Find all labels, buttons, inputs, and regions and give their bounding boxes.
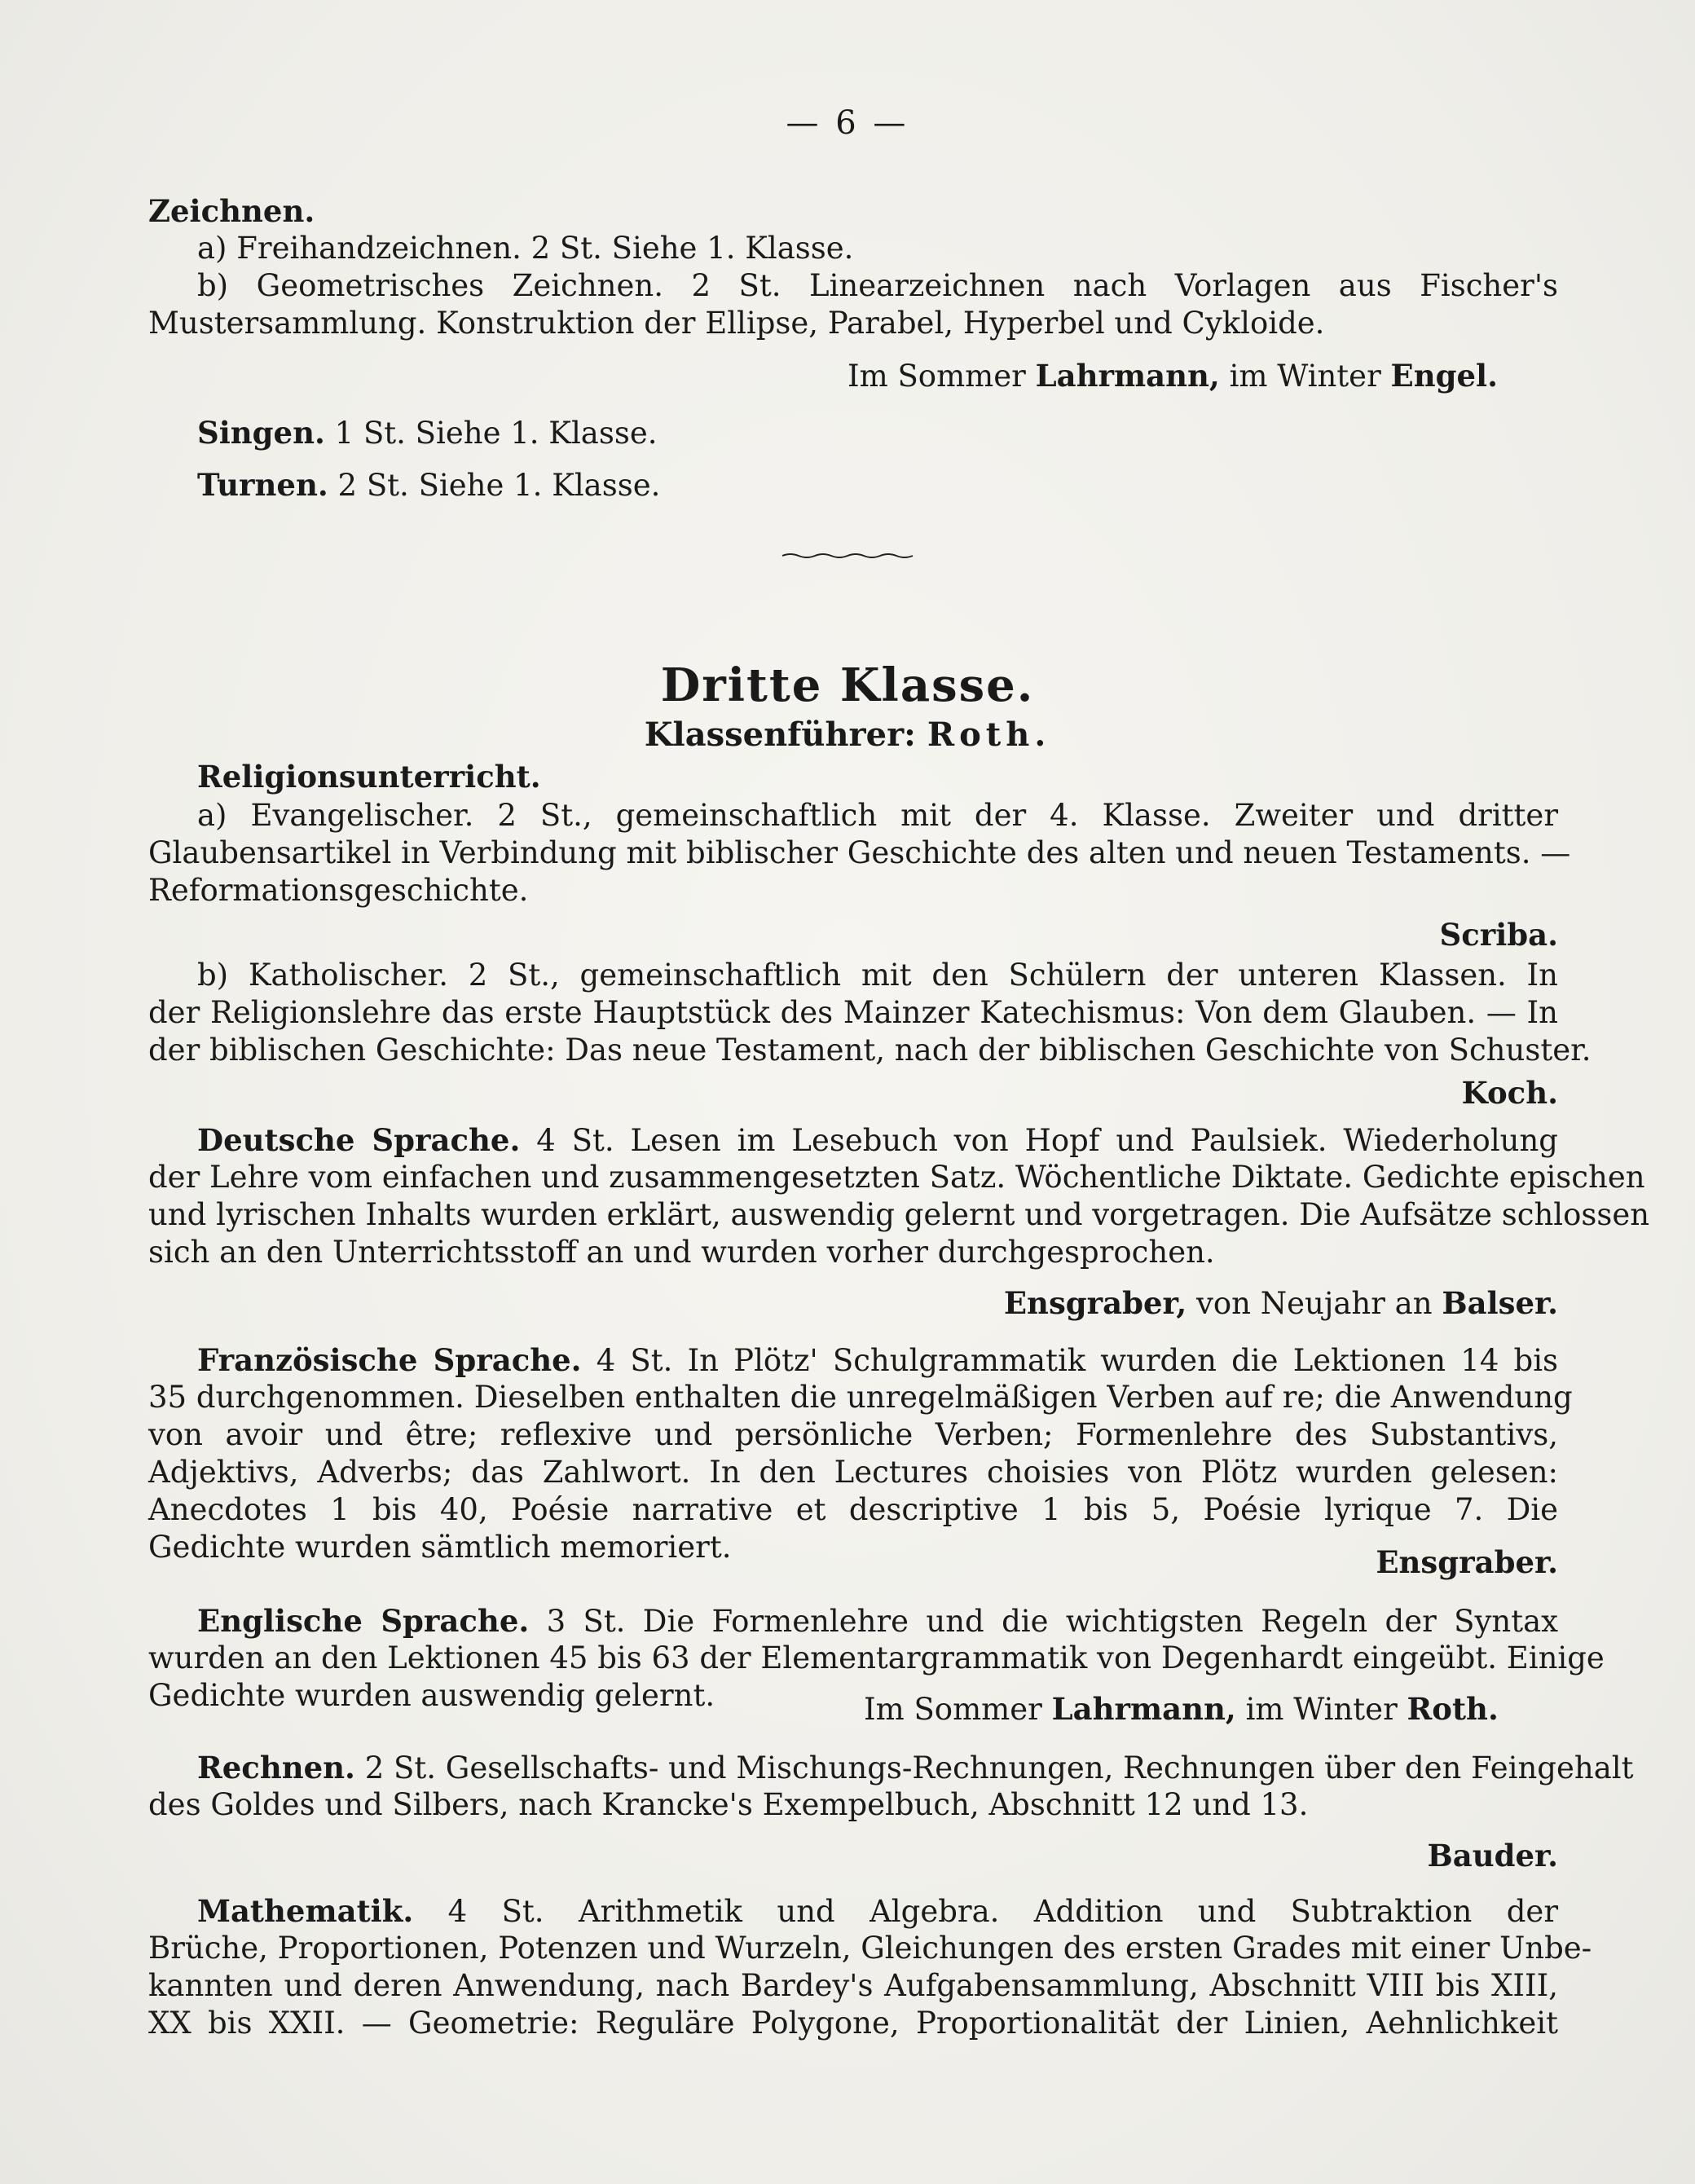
deutsch-line2: der Lehre vom einfachen und zusammengesetzten Satz. Wöchentliche Diktate. Gedichte epischen	[148, 1160, 1645, 1195]
englisch-teachers-prefix: Im Sommer	[864, 1692, 1042, 1727]
turnen-heading: Turnen.	[197, 467, 328, 503]
franzoesisch-line1	[148, 1341, 1558, 1380]
teachers-prefix: Im Sommer	[848, 359, 1026, 394]
englisch-line1	[148, 1602, 1558, 1640]
deutsch-line3: und lyrischen Inhalts wurden erklärt, auswendig gelernt und vorgetragen. Die Aufsätze schlossen	[148, 1197, 1650, 1232]
franzoesisch-heading: Französische Sprache.	[197, 1342, 582, 1378]
englisch-teacher-summer: Lahrmann,	[1051, 1691, 1236, 1727]
religion-a-teacher: Scriba.	[1439, 917, 1558, 953]
zeichnen-b-line2: Mustersammlung. Konstruktion der Ellipse, Parabel, Hyperbel und Cykloide.	[148, 306, 1325, 341]
zeichnen-a: a) Freihandzeichnen. 2 St. Siehe 1. Klasse.	[197, 231, 854, 266]
franzoesisch-line2: 35 durchgenommen. Dieselben enthalten die unregelmäßigen Verben auf re; die Anwendung	[148, 1380, 1573, 1415]
franzoesisch-line3: von avoir und être; reflexive und persönliche Verben; Formenlehre des Substantivs,	[148, 1417, 1558, 1452]
turnen-line	[148, 466, 1558, 504]
franzoesisch-teacher: Ensgraber.	[1376, 1544, 1558, 1580]
religion-a-line3: Reformationsgeschichte.	[148, 873, 529, 908]
englisch-teachers-mid: im Winter	[1245, 1692, 1398, 1727]
religion-b-line2: der Religionslehre das erste Hauptstück des Mainzer Katechismus: Von dem Glauben. — In	[148, 995, 1558, 1030]
religion-a-line1: a) Evangelischer. 2 St., gemeinschaftlich mit der 4. Klasse. Zweiter und dritter	[197, 798, 1558, 833]
deutsch-teacher1: Ensgraber,	[1003, 1285, 1187, 1321]
rechnen-line1	[148, 1749, 1634, 1787]
mathematik-line2: Brüche, Proportionen, Potenzen und Wurzeln, Gleichungen des ersten Grades mit einer Unbe-	[148, 1931, 1592, 1966]
deutsch-text1: 4 St. Lesen im Lesebuch von Hopf und Paulsiek. Wiederholung	[536, 1123, 1558, 1158]
deutsch-teacher2: Balser.	[1442, 1285, 1558, 1321]
rechnen-teacher: Bauder.	[1427, 1838, 1558, 1874]
zeichnen-teachers	[848, 357, 1498, 395]
englisch-teacher-winter: Roth.	[1407, 1691, 1499, 1727]
mathematik-text1: 4 St. Arithmetik und Algebra. Addition und Subtraktion der	[447, 1894, 1558, 1929]
mathematik-line1	[148, 1892, 1558, 1931]
class-teacher-name: Roth.	[927, 716, 1051, 754]
singen-heading: Singen.	[197, 415, 325, 451]
religion-heading: Religionsunterricht.	[197, 759, 541, 795]
religion-a-line2: Glaubensartikel in Verbindung mit biblischer Geschichte des alten und neuen Testaments. —	[148, 835, 1571, 870]
englisch-line2: wurden an den Lektionen 45 bis 63 der Elementargrammatik von Degenhardt eingeübt. Einige	[148, 1640, 1605, 1675]
ornament-divider	[782, 553, 913, 559]
teacher-summer: Lahrmann,	[1035, 358, 1220, 394]
franzoesisch-line4: Adjektivs, Adverbs; das Zahlwort. In den Lectures choisies von Plötz wurden gelesen:	[148, 1455, 1558, 1490]
franzoesisch-line6: Gedichte wurden sämtlich memoriert.	[148, 1530, 732, 1565]
religion-b-line3: der biblischen Geschichte: Das neue Testament, nach der biblischen Geschichte von Schuster.	[148, 1033, 1592, 1068]
teachers-mid: im Winter	[1229, 359, 1381, 394]
mathematik-line4: XX bis XXII. — Geometrie: Reguläre Polygone, Proportionalität der Linien, Aehnlichkeit	[148, 2006, 1558, 2041]
class-teacher-line	[0, 716, 1695, 754]
religion-b-teacher: Koch.	[1461, 1075, 1558, 1111]
deutsch-teachers	[148, 1284, 1558, 1323]
deutsch-line4: sich an den Unterrichtsstoff an und wurden vorher durchgesprochen.	[148, 1235, 1215, 1270]
singen-text: 1 St. Siehe 1. Klasse.	[334, 416, 658, 451]
mathematik-line3: kannten und deren Anwendung, nach Bardey's Aufgabensammlung, Abschnitt VIII bis XIII,	[148, 1968, 1558, 2003]
englisch-teachers	[864, 1690, 1499, 1728]
page-number: — 6 —	[786, 104, 909, 142]
teacher-winter: Engel.	[1390, 358, 1498, 394]
zeichnen-b-line1: b) Geometrisches Zeichnen. 2 St. Linearzeichnen nach Vorlagen aus Fischer's	[197, 268, 1558, 303]
rechnen-heading: Rechnen.	[197, 1750, 355, 1786]
mathematik-heading: Mathematik.	[197, 1893, 414, 1929]
singen-line	[148, 414, 1558, 452]
deutsch-heading: Deutsche Sprache.	[197, 1122, 521, 1158]
englisch-text1: 3 St. Die Formenlehre und die wichtigsten Regeln der Syntax	[546, 1604, 1558, 1639]
turnen-text: 2 St. Siehe 1. Klasse.	[337, 468, 661, 503]
franzoesisch-line5: Anecdotes 1 bis 40, Poésie narrative et descriptive 1 bis 5, Poésie lyrique 7. Die	[148, 1492, 1558, 1527]
deutsch-teachers-mid: von Neujahr an	[1196, 1286, 1433, 1321]
religion-b-line1: b) Katholischer. 2 St., gemeinschaftlich mit den Schülern der unteren Klassen. In	[197, 958, 1558, 993]
rechnen-text1: 2 St. Gesellschafts- und Mischungs-Rechnungen, Rechnungen über den Feingehalt	[364, 1750, 1634, 1786]
class-teacher-label: Klassenführer:	[644, 716, 916, 754]
rechnen-line2: des Goldes und Silbers, nach Krancke's Exempelbuch, Abschnitt 12 und 13.	[148, 1787, 1309, 1822]
englisch-line3: Gedichte wurden auswendig gelernt.	[148, 1678, 715, 1713]
franzoesisch-text1: 4 St. In Plötz' Schulgrammatik wurden die Lektionen 14 bis	[596, 1343, 1559, 1378]
class-title: Dritte Klasse.	[660, 658, 1035, 712]
zeichnen-heading: Zeichnen.	[148, 193, 315, 229]
englisch-heading: Englische Sprache.	[197, 1603, 530, 1639]
deutsch-line1	[148, 1121, 1558, 1160]
